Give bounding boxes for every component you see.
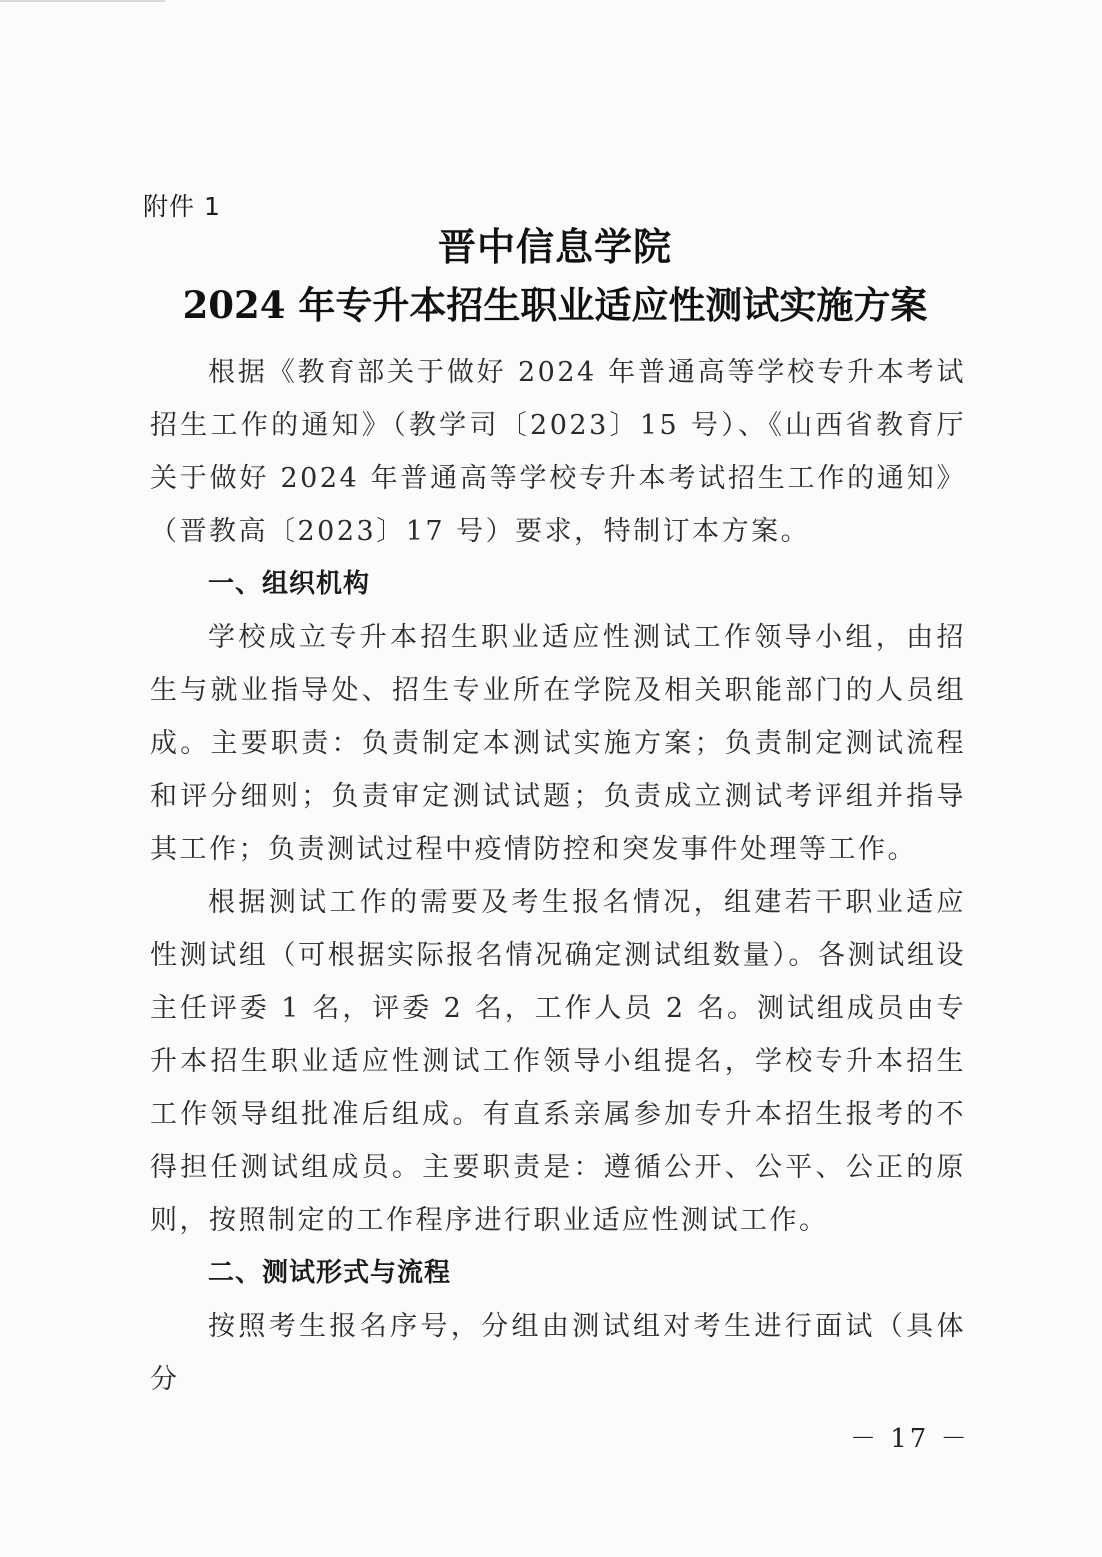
document-body [150, 346, 966, 1406]
section-heading-test-format: 二、测试形式与流程 [208, 1258, 452, 1288]
document-title-plan: 2024 年专升本招生职业适应性测试实施方案 [182, 283, 928, 327]
test-format-paragraph: 按照考生报名序号，分组由测试组对考生进行面试（具体分 [150, 1311, 966, 1395]
organization-paragraph-1: 学校成立专升本招生职业适应性测试工作领导小组，由招生与就业指导处、招生专业所在学院及相关职能部门的人员组成。主要职责：负责制定本测试实施方案；负责制定测试流程和评分细则；负责审定测试试题；负责成立测试考评组并指导其工作；负责测试过程中疫情防控和突发事件处理等工作。 [150, 622, 966, 865]
organization-paragraph-2: 根据测试工作的需要及考生报名情况，组建若干职业适应性测试组（可根据实际报名情况确定测试组数量）。各测试组设主任评委 1 名，评委 2 名，工作人员 2 名。测试组成员由专升本招生职业适应性测试工作领导小组提名，学校专升本招生工作领导组批准后组成。有直系亲属参加专升本招生报考的不得担任测试组成员。主要职责是：遵循公开、公平、公正的原则，按照制定的工作程序进行职业适应性测试工作。 [150, 887, 966, 1236]
intro-paragraph: 根据《教育部关于做好 2024 年普通高等学校专升本考试招生工作的通知》（教学司〔2023〕15 号）、《山西省教育厅关于做好 2024 年普通高等学校专升本考试招生工作的通知》（晋教高〔2023〕17 号）要求，特制订本方案。 [150, 357, 966, 547]
section-heading-organization: 一、组织机构 [208, 569, 371, 599]
scan-edge-line [0, 0, 165, 2]
document-title-institution: 晋中信息学院 [437, 224, 672, 269]
attachment-label: 附件 1 [143, 192, 221, 221]
page-number: － 17 － [850, 1424, 970, 1454]
